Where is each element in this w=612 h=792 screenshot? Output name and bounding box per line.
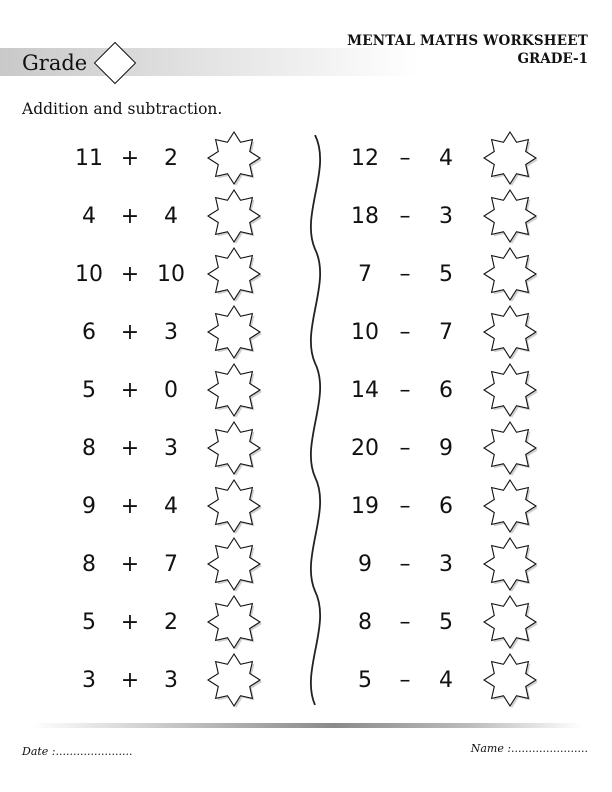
footer-rule (30, 723, 582, 728)
minus-operator: – (399, 262, 411, 287)
wavy-divider (300, 135, 340, 705)
operand-a: 3 (82, 668, 96, 693)
answer-star-icon[interactable] (481, 535, 539, 593)
operand-a: 18 (351, 204, 379, 229)
date-field[interactable]: Date :...................... (22, 745, 133, 758)
operand-b: 3 (439, 552, 453, 577)
minus-operator: – (399, 610, 411, 635)
operand-a: 6 (82, 320, 96, 345)
plus-operator: + (120, 204, 140, 229)
operand-a: 5 (358, 668, 372, 693)
operand-a: 4 (82, 204, 96, 229)
answer-star-icon[interactable] (481, 361, 539, 419)
operand-a: 20 (351, 436, 379, 461)
plus-operator: + (120, 320, 140, 345)
operand-b: 3 (164, 668, 178, 693)
operand-b: 4 (439, 146, 453, 171)
worksheet-title: MENTAL MATHS WORKSHEET (347, 33, 588, 49)
answer-star-icon[interactable] (481, 419, 539, 477)
minus-operator: – (399, 668, 411, 693)
answer-star-icon[interactable] (481, 593, 539, 651)
answer-star-icon[interactable] (481, 245, 539, 303)
answer-star-icon[interactable] (481, 303, 539, 361)
minus-operator: – (399, 494, 411, 519)
answer-star-icon[interactable] (481, 187, 539, 245)
plus-operator: + (120, 552, 140, 577)
operand-b: 4 (164, 204, 178, 229)
operand-b: 5 (439, 610, 453, 635)
operand-a: 14 (351, 378, 379, 403)
minus-operator: – (399, 146, 411, 171)
answer-star-icon[interactable] (481, 651, 539, 709)
plus-operator: + (120, 436, 140, 461)
operand-a: 12 (351, 146, 379, 171)
operand-a: 8 (82, 436, 96, 461)
operand-a: 9 (358, 552, 372, 577)
plus-operator: + (120, 146, 140, 171)
minus-operator: – (399, 320, 411, 345)
operand-a: 8 (82, 552, 96, 577)
plus-operator: + (120, 668, 140, 693)
worksheet-grade: GRADE-1 (517, 51, 588, 67)
operand-a: 5 (82, 378, 96, 403)
operand-b: 2 (164, 610, 178, 635)
operand-a: 10 (75, 262, 103, 287)
answer-star-icon[interactable] (481, 477, 539, 535)
operand-b: 0 (164, 378, 178, 403)
operand-b: 4 (164, 494, 178, 519)
operand-b: 3 (439, 204, 453, 229)
operand-a: 19 (351, 494, 379, 519)
minus-operator: – (399, 552, 411, 577)
instruction-text: Addition and subtraction. (22, 100, 223, 118)
minus-operator: – (399, 436, 411, 461)
plus-operator: + (120, 610, 140, 635)
operand-b: 7 (439, 320, 453, 345)
operand-b: 10 (157, 262, 185, 287)
operand-a: 7 (358, 262, 372, 287)
operand-b: 2 (164, 146, 178, 171)
operand-b: 7 (164, 552, 178, 577)
minus-operator: – (399, 204, 411, 229)
plus-operator: + (120, 378, 140, 403)
operand-b: 3 (164, 320, 178, 345)
name-field[interactable]: Name :...................... (470, 742, 588, 755)
operand-b: 4 (439, 668, 453, 693)
operand-a: 8 (358, 610, 372, 635)
minus-operator: – (399, 378, 411, 403)
grade-label: Grade (22, 51, 88, 75)
operand-a: 10 (351, 320, 379, 345)
operand-a: 5 (82, 610, 96, 635)
operand-b: 3 (164, 436, 178, 461)
answer-star-icon[interactable] (481, 129, 539, 187)
operand-a: 11 (75, 146, 103, 171)
operand-b: 6 (439, 378, 453, 403)
operand-b: 9 (439, 436, 453, 461)
operand-b: 6 (439, 494, 453, 519)
plus-operator: + (120, 494, 140, 519)
operand-a: 9 (82, 494, 96, 519)
plus-operator: + (120, 262, 140, 287)
operand-b: 5 (439, 262, 453, 287)
